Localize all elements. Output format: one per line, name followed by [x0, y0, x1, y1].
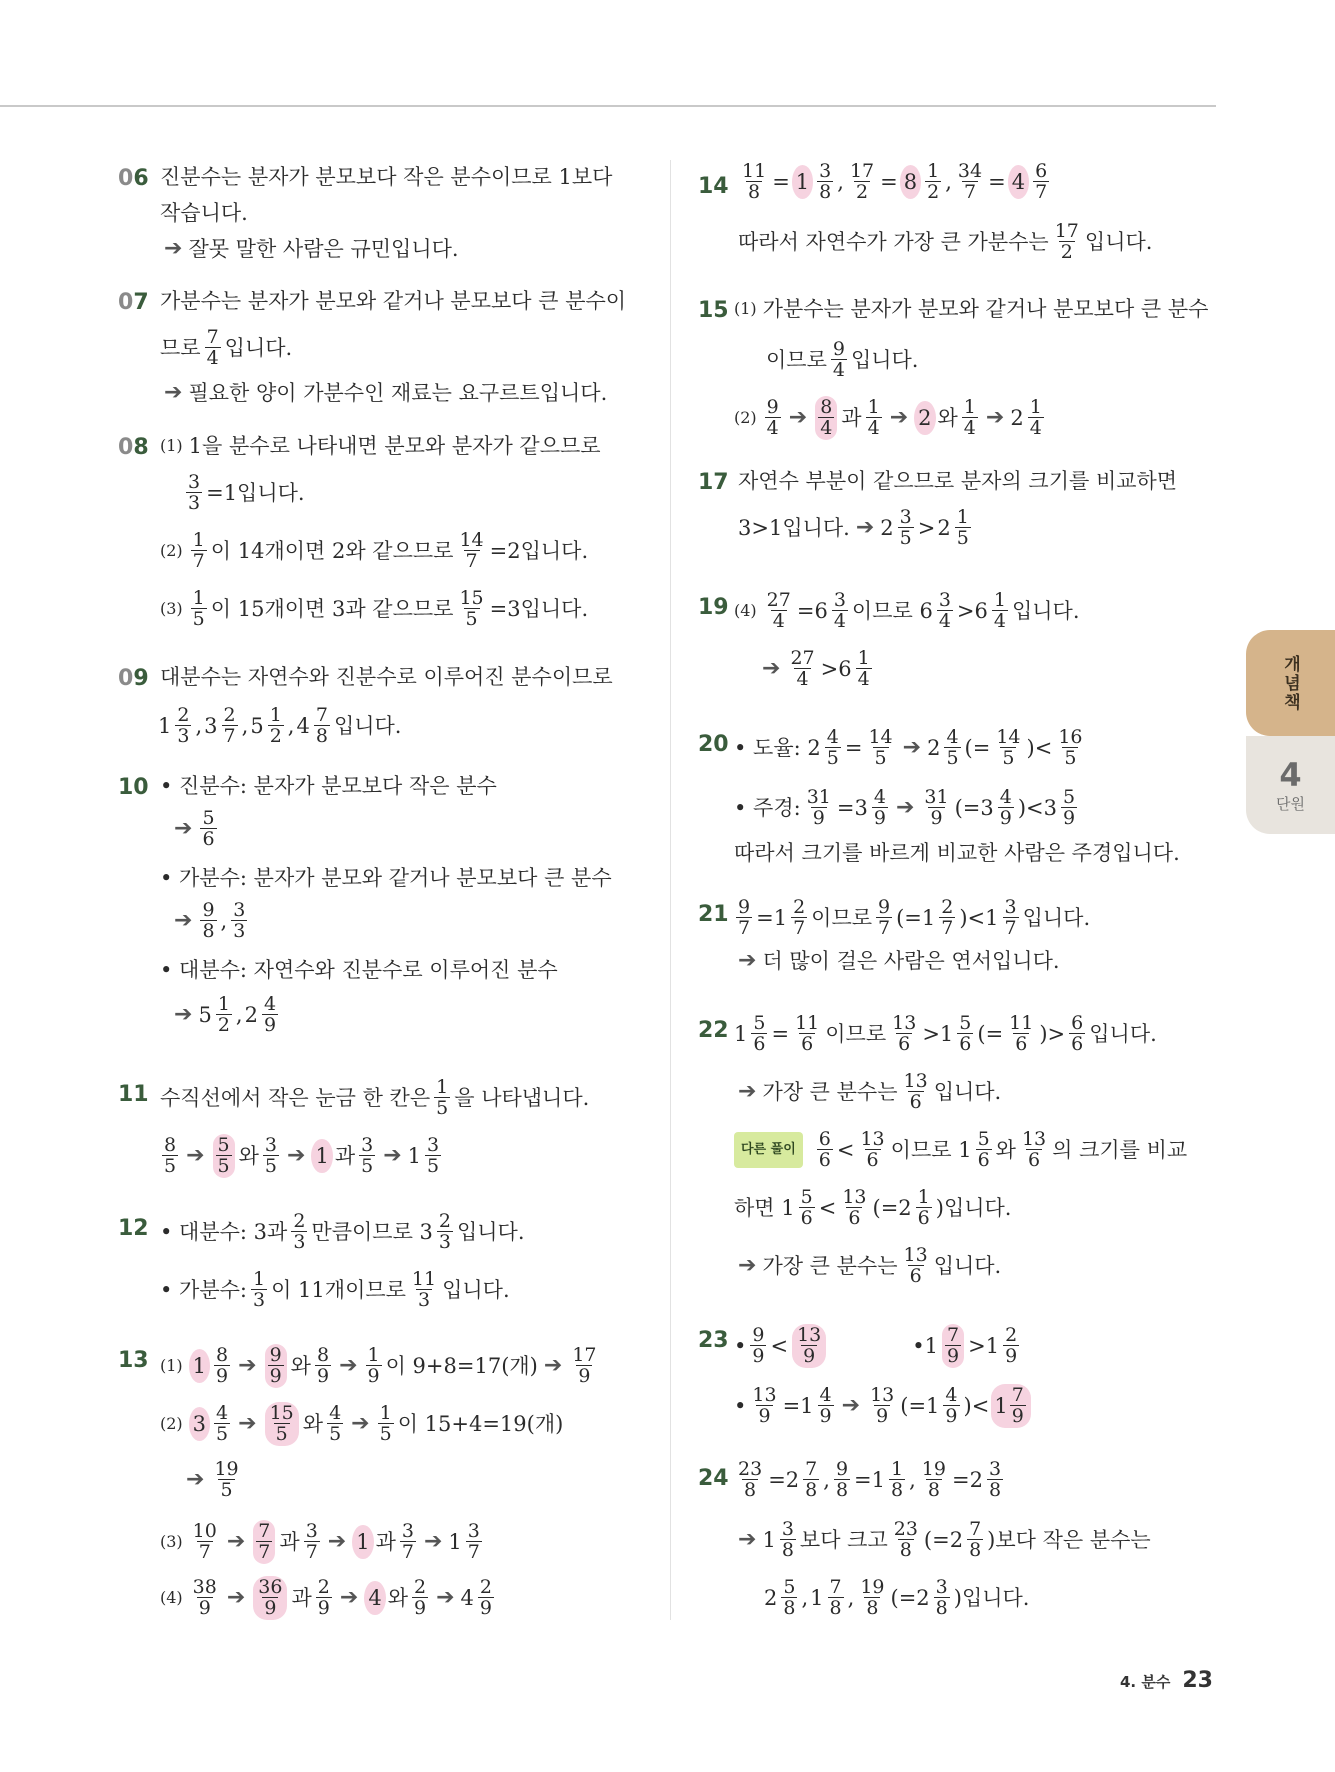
- arrow-icon: ➔: [889, 405, 909, 430]
- line: 따라서 자연수가 가장 큰 가분수는 17 2 입니다.: [738, 220, 1153, 263]
- arrow-icon: ➔: [738, 1253, 757, 1278]
- fraction: 2 7: [941, 896, 954, 939]
- fraction: $\frac{3}{3}$: [188, 471, 201, 514]
- fraction: $\frac{9}{7}$: [738, 896, 751, 939]
- fraction: 13 6: [903, 1070, 928, 1113]
- fraction: 3 8: [781, 1518, 794, 1561]
- fraction: 3 3: [233, 899, 246, 942]
- fraction: 1 4: [1029, 396, 1042, 439]
- fraction: 3 5: [361, 1134, 374, 1177]
- line: (1) 1 8 9 ➔ 9 9 와 8 9 ➔ 1 9 이 9+8=17(개) ➔ 17 9: [160, 1344, 597, 1387]
- fraction: 3 8: [988, 1458, 1002, 1501]
- arrow-icon: ➔: [238, 1353, 257, 1378]
- arrow-icon: ➔: [327, 1529, 347, 1554]
- problem-number: 21: [698, 902, 729, 927]
- line: • 9 9 < 13 9 •1 7 9 >1 2 9: [734, 1324, 1018, 1367]
- fraction: 3 7: [401, 1520, 414, 1563]
- line: ➔ 잘못 말한 사람은 규민입니다.: [160, 234, 459, 264]
- arrow-icon: ➔: [543, 1353, 563, 1378]
- fraction: 7 8: [969, 1518, 982, 1561]
- highlighted-number: 1: [352, 1525, 373, 1559]
- problem-number: 08: [118, 435, 149, 460]
- fraction: 3 5: [899, 506, 912, 549]
- fraction: 3 7: [305, 1520, 318, 1563]
- other-solution-tag: 다른 풀이: [734, 1132, 803, 1168]
- page-footer: [1120, 1668, 1213, 1693]
- fraction: $\frac{27}{4}$: [766, 589, 791, 632]
- tab-concept-book[interactable]: 개념책: [1246, 630, 1335, 736]
- fraction: $\frac{11}{6}$: [1009, 1012, 1034, 1055]
- highlighted-fraction: 5 5: [213, 1134, 235, 1178]
- problem-number: 23: [698, 1328, 729, 1353]
- line: (1) 1을 분수로 나타내면 분모와 분자가 같으므로: [160, 434, 601, 458]
- highlighted-fraction: 8 4: [815, 396, 837, 440]
- arrow-icon: ➔: [238, 1411, 257, 1436]
- highlighted-fraction: 7 9: [942, 1324, 964, 1368]
- arrow-icon: ➔: [339, 1353, 358, 1378]
- fraction: 3 7: [1004, 896, 1017, 939]
- fraction: 8 9: [216, 1344, 229, 1387]
- fraction: $\frac{14}{5}$: [868, 726, 893, 769]
- chapter-label: 4. 분수: [1120, 1673, 1171, 1691]
- highlighted-number: 1: [189, 1349, 210, 1383]
- fraction: 5 6: [959, 1012, 972, 1055]
- line: (3) 1 5 이 15개이면 3과 같으므로 $\frac{15}{5}$ =3입니다.: [160, 587, 589, 630]
- unit-label: 단원: [1276, 794, 1305, 813]
- arrow-icon: ➔: [339, 1585, 359, 1610]
- fraction: 1 4: [857, 647, 870, 690]
- highlighted-number: 1: [311, 1139, 332, 1173]
- problem-number: 15: [698, 298, 729, 323]
- fraction: 2 9: [1005, 1324, 1018, 1367]
- fraction: 2 7: [793, 896, 806, 939]
- problem-number: 19: [698, 595, 729, 620]
- fraction: 13 6: [903, 1244, 928, 1287]
- fraction: 4 9: [263, 993, 277, 1036]
- fraction: 9 8: [202, 899, 215, 942]
- fraction: 17 2: [1054, 220, 1079, 263]
- arrow-icon: ➔: [174, 816, 193, 841]
- fraction: 7 8: [315, 704, 328, 747]
- fraction: 9 4: [766, 396, 779, 439]
- line: 3>1입니다. ➔ 2 3 5 > 2 1 5: [738, 506, 969, 549]
- fraction: 1 5: [379, 1402, 392, 1445]
- arrow-icon: ➔: [738, 1527, 757, 1552]
- arrow-icon: ➔: [287, 1143, 306, 1168]
- fraction: $\frac{5}{6}$: [753, 1012, 766, 1055]
- fraction: 4 5: [946, 726, 959, 769]
- line: 하면 1 5 6 < 13 6 (=2 1 6 )입니다.: [734, 1186, 1012, 1229]
- line: ➔ 가장 큰 분수는 13 6 입니다.: [738, 1070, 1002, 1113]
- line: ➔ 27 4 >6 1 4: [762, 647, 870, 690]
- fraction: $\frac{9}{8}$: [835, 1458, 849, 1501]
- fraction: $\frac{14}{7}$: [459, 529, 484, 572]
- line: 가분수는 분자가 분모와 같거나 분모보다 큰 분수이: [160, 289, 627, 313]
- problem-number: 24: [698, 1466, 729, 1491]
- fraction: $\frac{4}{5}$: [826, 726, 839, 769]
- fraction: 13 9: [870, 1384, 895, 1427]
- arrow-icon: ➔: [855, 515, 875, 540]
- problem-number: 06: [118, 166, 149, 191]
- fraction: 19 5: [214, 1458, 239, 1501]
- highlighted-fraction: 9 9: [265, 1344, 287, 1388]
- line: ➔ 5 1 2 , 2 4 9: [174, 993, 277, 1036]
- line: [170, 809, 219, 849]
- fraction: 2 7: [223, 704, 236, 747]
- top-rule: [0, 105, 1216, 107]
- fraction: 23 8: [893, 1518, 918, 1561]
- fraction: 27 4: [790, 647, 815, 690]
- line: (3) 10 7 ➔ 7 7 과 3 7 ➔ 1 과 3 7 ➔ 1 3 7: [160, 1520, 480, 1563]
- unit-number: 4: [1279, 755, 1302, 794]
- fraction: 1 4: [993, 589, 1006, 632]
- fraction: $\frac{17}{2}$: [849, 160, 875, 203]
- fraction: 7 8: [829, 1576, 842, 1619]
- page-number: 23: [1182, 1668, 1213, 1693]
- line: $\frac{23}{8}$ =2 7 8 , $\frac{9}{8}$ =1 1 8 , $\frac{19}{8}$ =2 3 8: [738, 1458, 1002, 1501]
- line: ➔ 더 많이 걸은 사람은 연서입니다.: [734, 946, 1060, 976]
- arrow-icon: ➔: [226, 1585, 246, 1610]
- line: 8 5 ➔ 5 5 와 3 5 ➔ 1 과 3 5 ➔ 1 3 5: [164, 1134, 440, 1177]
- fraction: 1 6: [917, 1186, 930, 1229]
- line: $\frac{11}{8}$ = 1 3 8 , $\frac{17}{2}$ = 8 1 2 , $\frac{34}{7}$ = 4 6 7: [742, 160, 1048, 203]
- fraction: 1 2: [269, 704, 282, 747]
- fraction: 10 7: [192, 1520, 217, 1563]
- line: (2) 3 4 5 ➔ 15 5 와 4 5 ➔ 1 5 이 15+4=19(개): [160, 1402, 564, 1445]
- highlighted-number: 4: [1008, 165, 1029, 199]
- fraction: 11 3: [411, 1268, 437, 1311]
- line: • 대분수: 3과 2 3 만큼이므로 3 2 3 입니다.: [160, 1210, 525, 1253]
- fraction: 5 8: [783, 1576, 796, 1619]
- arrow-icon: ➔: [383, 1143, 402, 1168]
- problem-number: 09: [118, 666, 149, 691]
- line: 작습니다.: [160, 201, 248, 225]
- line: • 도율: 2 $\frac{4}{5}$ = $\frac{14}{5}$ ➔ 2 4 5 (= $\frac{14}{5}$ )< 16 5: [734, 726, 1083, 769]
- line: • 가분수: 분자가 분모와 같거나 분모보다 큰 분수: [160, 866, 612, 890]
- fraction: 2 9: [317, 1576, 330, 1619]
- line: ➔ 9 8 , 3 3: [174, 899, 246, 942]
- fraction: 4 9: [945, 1384, 958, 1427]
- fraction: 1 8: [891, 1458, 904, 1501]
- fraction: 9 7: [878, 896, 891, 939]
- line: (1) 가분수는 분자가 분모와 같거나 분모보다 큰 분수: [734, 297, 1209, 321]
- fraction: 8 9: [316, 1344, 330, 1387]
- arrow-icon: ➔: [174, 908, 193, 933]
- fraction: $\frac{23}{8}$: [738, 1458, 763, 1501]
- fraction: 16 5: [1058, 726, 1083, 769]
- problem-number: 13: [118, 1348, 149, 1373]
- line: • 대분수: 자연수와 진분수로 이루어진 분수: [160, 958, 558, 982]
- fraction: 1 7: [192, 529, 205, 572]
- fraction: 1 4: [963, 396, 976, 439]
- fraction: 3 8: [819, 160, 832, 203]
- fraction: 3 4: [833, 589, 846, 632]
- arrow-icon: ➔: [186, 1467, 205, 1492]
- fraction: 1 2: [217, 993, 230, 1036]
- line: (4) 38 9 ➔ 36 9 과 2 9 ➔ 4 와 2 9 ➔ 4 2 9: [160, 1576, 492, 1619]
- fraction: 9 9: [752, 1324, 765, 1367]
- fraction: 1 5: [956, 506, 969, 549]
- fraction: 1 5: [436, 1076, 449, 1119]
- arrow-icon: ➔: [226, 1529, 246, 1554]
- arrow-icon: ➔: [164, 380, 183, 405]
- fraction: 2 9: [413, 1576, 427, 1619]
- highlighted-fraction: 7 7: [253, 1520, 275, 1564]
- highlighted-number: 2: [914, 401, 935, 435]
- fraction: 2 9: [479, 1576, 492, 1619]
- arrow-icon: ➔: [762, 656, 781, 681]
- line: • $\frac{13}{9}$ =1 4 9 ➔ 13 9 (=1 4 9 )< 1 7 9: [734, 1384, 1031, 1428]
- tab-unit-4[interactable]: [1246, 736, 1335, 834]
- fraction: 6 6: [818, 1128, 831, 1171]
- line: (2) 1 7 이 14개이면 2와 같으므로 $\frac{14}{7}$ =2입니다.: [160, 529, 589, 572]
- arrow-icon: ➔: [738, 948, 757, 973]
- fraction: 13 6: [892, 1012, 917, 1055]
- arrow-icon: ➔: [423, 1529, 443, 1554]
- line: $\frac{3}{3}$ =1입니다.: [188, 471, 305, 514]
- highlighted-fraction: 15 5: [265, 1402, 299, 1446]
- line: 다른 풀이 6 6 < 13 6 이므로 1 5 6 와 13 6 의 크기를 비교: [734, 1130, 1187, 1170]
- fraction: $\frac{31}{9}$: [806, 786, 831, 829]
- fraction: 5 9: [1063, 786, 1076, 829]
- fraction: 7 4: [206, 326, 219, 369]
- line: 수직선에서 작은 눈금 한 칸은 1 5 을 나타냅니다.: [160, 1076, 590, 1119]
- fraction: 3 7: [467, 1520, 480, 1563]
- highlighted-number: 4: [364, 1581, 385, 1615]
- fraction: 4 9: [873, 786, 886, 829]
- arrow-icon: ➔: [186, 1143, 205, 1168]
- column-divider: [670, 160, 671, 1620]
- line: ➔ 1 3 8 보다 크고 23 8 (=2 7 8 )보다 작은 분수는: [738, 1518, 1151, 1561]
- fraction: 1 5: [192, 587, 205, 630]
- line: 대분수는 자연수와 진분수로 이루어진 분수이므로: [160, 665, 613, 689]
- fraction: 4 5: [329, 1402, 342, 1445]
- arrow-icon: ➔: [902, 735, 922, 760]
- problem-number: 20: [698, 732, 729, 757]
- arrow-icon: ➔: [788, 405, 808, 430]
- fraction: 3 8: [935, 1576, 948, 1619]
- fraction: 19 8: [860, 1576, 885, 1619]
- highlighted-fraction: 13 9: [792, 1324, 826, 1368]
- fraction: $\frac{19}{8}$: [921, 1458, 946, 1501]
- line: 1 2 3 , 3 2 7 , 5 1 2 , 4 7 8 입니다.: [158, 704, 402, 747]
- fraction: 6 7: [1035, 160, 1048, 203]
- line: 2 5 8 , 1 7 8 , 19 8 (=2 3 8 )입니다.: [764, 1576, 1030, 1619]
- fraction: $\frac{15}{5}$: [459, 587, 484, 630]
- fraction: 13 6: [860, 1128, 885, 1171]
- arrow-icon: ➔: [174, 1002, 193, 1027]
- fraction: 2 3: [438, 1210, 451, 1253]
- problem-number: 11: [118, 1082, 149, 1107]
- fraction: 1 3: [253, 1268, 266, 1311]
- problem-number: 12: [118, 1216, 149, 1241]
- line: • 가분수: 1 3 이 11개이므로 11 3 입니다.: [160, 1268, 510, 1311]
- arrow-icon: ➔: [895, 795, 915, 820]
- fraction: 5 6: [977, 1128, 990, 1171]
- fraction: 38 9: [192, 1576, 217, 1619]
- arrow-icon: ➔: [164, 236, 183, 261]
- fraction: $\frac{14}{5}$: [996, 726, 1021, 769]
- line: ➔ 필요한 양이 가분수인 재료는 요구르트입니다.: [160, 378, 607, 408]
- fraction: 13 6: [842, 1186, 867, 1229]
- highlighted-fraction: 36 9: [253, 1576, 287, 1620]
- line: 이므로 9 4 입니다.: [766, 338, 919, 381]
- fraction: $\frac{13}{9}$: [752, 1384, 777, 1427]
- fraction: 5 6: [202, 807, 215, 850]
- fraction: $\frac{11}{6}$: [795, 1012, 820, 1055]
- line: ➔ 가장 큰 분수는 13 6 입니다.: [738, 1244, 1002, 1287]
- problem-number: 07: [118, 290, 149, 315]
- fraction: 31 9: [924, 786, 949, 829]
- line: 1 $\frac{5}{6}$ = $\frac{11}{6}$ 이므로 13 6 >1 5 6 (= $\frac{11}{6}$ )> 6 6 입니다.: [734, 1012, 1157, 1055]
- highlighted-number: 8: [900, 165, 921, 199]
- line: • 주경: $\frac{31}{9}$ =3 4 9 ➔ 31 9 (=3 4 9 )<3 5 9: [734, 786, 1076, 829]
- fraction: 3 5: [264, 1134, 278, 1177]
- highlighted-mixed-number: 1 7 9: [991, 1384, 1030, 1428]
- fraction: 1 2: [927, 160, 940, 203]
- arrow-icon: ➔: [985, 405, 1005, 430]
- fraction: 2 3: [177, 704, 190, 747]
- highlighted-number: 1: [792, 165, 813, 199]
- fraction: 3 4: [938, 589, 951, 632]
- fraction: 1 9: [367, 1344, 380, 1387]
- arrow-icon: ➔: [436, 1585, 455, 1610]
- line: 므로 7 4 입니다.: [160, 326, 293, 369]
- fraction: 6 6: [1071, 1012, 1084, 1055]
- problem-number: 17: [698, 470, 729, 495]
- problem-number: 14: [698, 174, 729, 199]
- fraction: 17 9: [572, 1344, 597, 1387]
- fraction: 4 9: [819, 1384, 832, 1427]
- fraction: 4 9: [999, 786, 1012, 829]
- line: (4) $\frac{27}{4}$ =6 3 4 이므로 6 3 4 >6 1 4 입니다.: [734, 589, 1080, 632]
- problem-number: 10: [118, 775, 149, 800]
- line: $\frac{9}{7}$ =1 2 7 이므로 9 7 (=1 2 7 )<1 3 7 입니다.: [738, 896, 1091, 939]
- line: (2) 9 4 ➔ 8 4 과 1 4 ➔ 2 와 1 4 ➔ 2 1 4: [734, 396, 1042, 439]
- line: • 진분수: 분자가 분모보다 작은 분수: [160, 774, 497, 798]
- fraction: 3 5: [427, 1134, 440, 1177]
- line: 진분수는 분자가 분모보다 작은 분수이므로 1보다: [160, 165, 613, 189]
- fraction: 1 4: [867, 396, 880, 439]
- fraction: 7 8: [805, 1458, 818, 1501]
- fraction: 4 5: [216, 1402, 229, 1445]
- fraction: $\frac{11}{8}$: [742, 160, 767, 203]
- line: [182, 1460, 243, 1500]
- arrow-icon: ➔: [351, 1411, 370, 1436]
- arrow-icon: ➔: [841, 1393, 861, 1418]
- fraction: $\frac{34}{7}$: [957, 160, 983, 203]
- line: 따라서 크기를 바르게 비교한 사람은 주경입니다.: [734, 841, 1180, 865]
- line: 자연수 부분이 같으므로 분자의 크기를 비교하면: [738, 469, 1178, 493]
- fraction: 13 6: [1021, 1128, 1047, 1171]
- fraction: 5 6: [800, 1186, 813, 1229]
- fraction: 9 4: [832, 338, 845, 381]
- fraction: 8 5: [164, 1134, 177, 1177]
- fraction: 2 3: [293, 1210, 306, 1253]
- highlighted-number: 3: [189, 1407, 210, 1441]
- problem-number: 22: [698, 1018, 729, 1043]
- arrow-icon: ➔: [738, 1079, 757, 1104]
